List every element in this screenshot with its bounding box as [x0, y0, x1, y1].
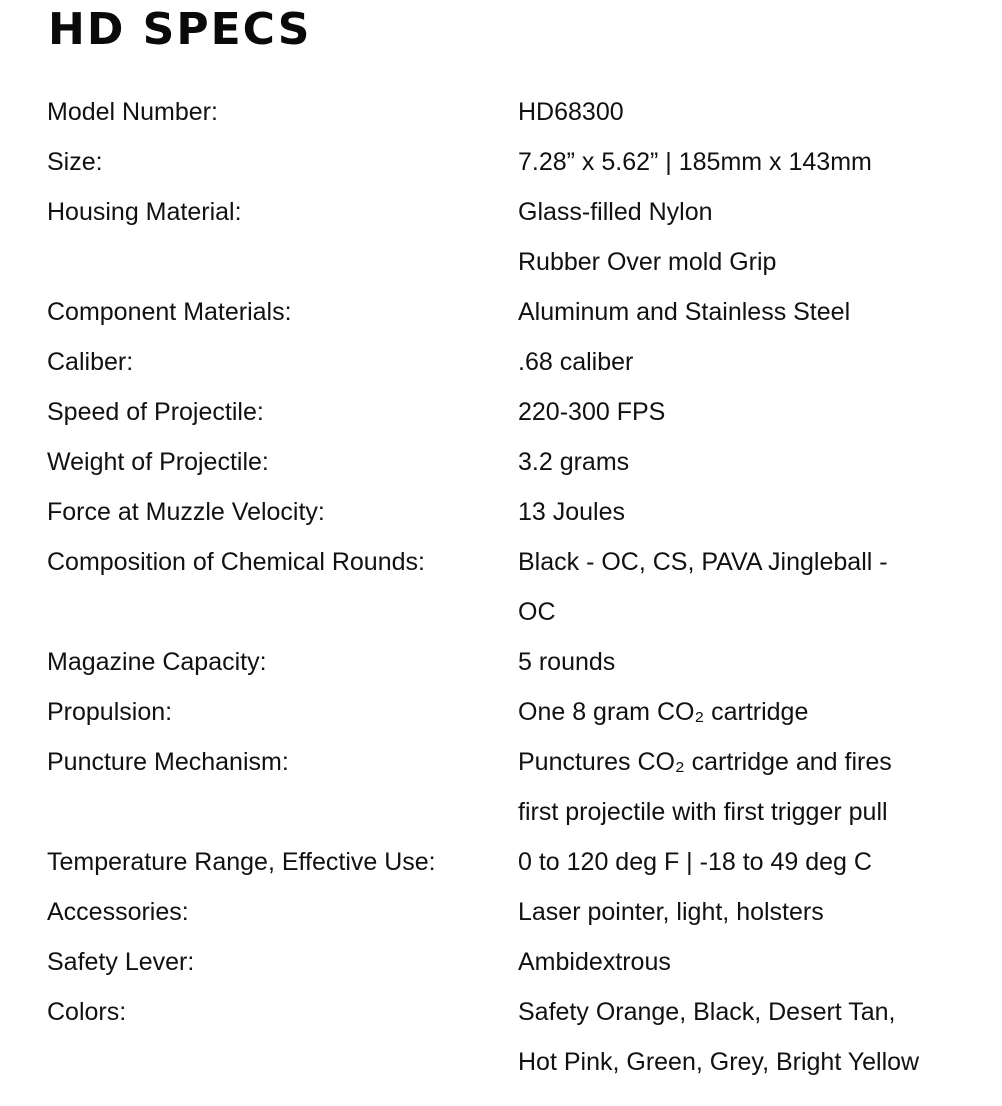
- spec-value-line: .68 caliber: [518, 348, 634, 376]
- spec-row: [47, 887, 987, 937]
- spec-value: [518, 687, 808, 737]
- spec-label: Component Materials:: [47, 298, 292, 326]
- spec-label: Magazine Capacity:: [47, 648, 267, 676]
- spec-value-line: Black - OC, CS, PAVA Jingleball -: [518, 548, 888, 576]
- spec-value: [518, 87, 624, 137]
- spec-value-line: Hot Pink, Green, Grey, Bright Yellow: [518, 1048, 920, 1076]
- spec-value-line: Safety Orange, Black, Desert Tan,: [518, 998, 896, 1026]
- spec-row: [47, 737, 987, 837]
- spec-label: Colors:: [47, 998, 127, 1026]
- spec-row: [47, 537, 987, 637]
- spec-row: [47, 137, 987, 187]
- spec-label: Force at Muzzle Velocity:: [47, 498, 325, 526]
- spec-value-line: Aluminum and Stainless Steel: [518, 298, 851, 326]
- spec-value-line: 5 rounds: [518, 648, 616, 676]
- specs-table: [47, 87, 987, 1087]
- spec-row: [47, 987, 987, 1087]
- spec-value-line: Rubber Over mold Grip: [518, 248, 777, 276]
- spec-row: [47, 487, 987, 537]
- spec-value: [518, 287, 850, 337]
- spec-label: Model Number:: [47, 98, 218, 126]
- spec-value-line: first projectile with first trigger pull: [518, 798, 888, 826]
- spec-value: [518, 337, 633, 387]
- page-title: HD SPECS: [48, 4, 312, 55]
- spec-value-line: Punctures CO₂ cartridge and fires: [518, 748, 892, 776]
- spec-value-line: 3.2 grams: [518, 448, 630, 476]
- spec-value-line: 220-300 FPS: [518, 398, 666, 426]
- spec-label: Accessories:: [47, 898, 189, 926]
- spec-value: [518, 887, 824, 937]
- spec-row: [47, 387, 987, 437]
- spec-value-line: 0 to 120 deg F | -18 to 49 deg C: [518, 848, 872, 876]
- spec-row: [47, 637, 987, 687]
- spec-label: Speed of Projectile:: [47, 398, 264, 426]
- spec-row: [47, 437, 987, 487]
- spec-value: [518, 487, 625, 537]
- spec-label: Size:: [47, 148, 103, 176]
- spec-value-line: One 8 gram CO₂ cartridge: [518, 698, 809, 726]
- spec-row: [47, 87, 987, 137]
- spec-value: [518, 437, 629, 487]
- spec-value: [518, 537, 888, 637]
- spec-label: Safety Lever:: [47, 948, 195, 976]
- spec-label: Weight of Projectile:: [47, 448, 269, 476]
- spec-value-line: OC: [518, 598, 556, 626]
- spec-label: Temperature Range, Effective Use:: [47, 848, 436, 876]
- spec-row: [47, 187, 987, 287]
- spec-value: [518, 187, 776, 287]
- spec-value-line: Glass-filled Nylon: [518, 198, 713, 226]
- spec-label: Housing Material:: [47, 198, 242, 226]
- spec-value: [518, 737, 892, 837]
- spec-row: [47, 937, 987, 987]
- spec-row: [47, 687, 987, 737]
- spec-label: Propulsion:: [47, 698, 173, 726]
- spec-row: [47, 337, 987, 387]
- spec-row: [47, 287, 987, 337]
- spec-value: [518, 637, 615, 687]
- spec-value-line: Ambidextrous: [518, 948, 671, 976]
- spec-label: Composition of Chemical Rounds:: [47, 548, 425, 576]
- spec-value: [518, 987, 919, 1087]
- spec-value-line: 13 Joules: [518, 498, 626, 526]
- spec-row: [47, 837, 987, 887]
- spec-value: [518, 387, 665, 437]
- spec-value: [518, 837, 872, 887]
- spec-value-line: HD68300: [518, 98, 624, 126]
- spec-value-line: Laser pointer, light, holsters: [518, 898, 824, 926]
- spec-value: [518, 937, 671, 987]
- spec-value: [518, 137, 872, 187]
- spec-label: Puncture Mechanism:: [47, 748, 289, 776]
- spec-value-line: 7.28” x 5.62” | 185mm x 143mm: [518, 148, 872, 176]
- spec-label: Caliber:: [47, 348, 134, 376]
